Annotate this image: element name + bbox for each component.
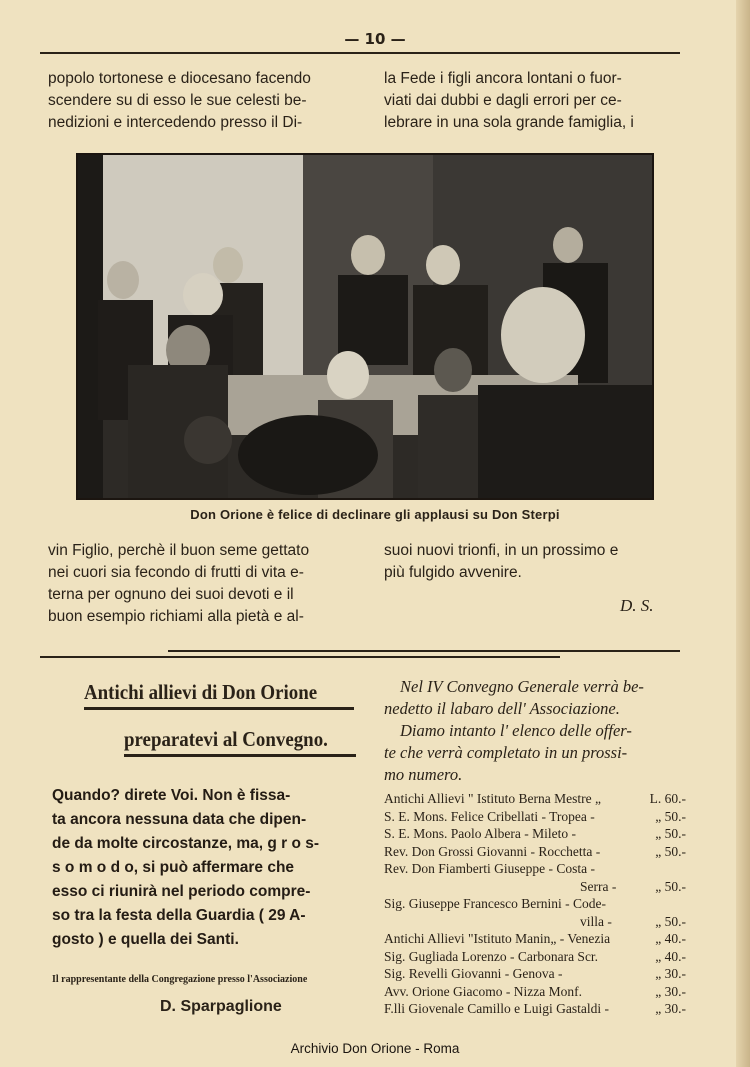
text-line: lebrare in una sola grande famiglia, i [384, 114, 634, 131]
offer-row [384, 913, 686, 931]
text-line: vin Figlio, perchè il buon seme gettato [48, 542, 310, 559]
offer-row [384, 825, 686, 843]
offer-row [384, 878, 686, 896]
mid-right-column [384, 540, 618, 584]
offer-row [384, 790, 686, 808]
notice-title-1: Antichi allievi di Don Orione [84, 680, 318, 704]
photo-illustration [78, 155, 652, 498]
offer-name: Serra - [580, 878, 617, 894]
text-line: suoi nuovi trionfi, in un prossimo e [384, 542, 619, 559]
offer-amount: „ 30.- [655, 1001, 686, 1016]
offers-list [384, 790, 686, 1018]
notice-line: gosto ) e quella dei Santi. [52, 931, 239, 948]
text-line: più fulgido avvenire. [384, 564, 522, 581]
offer-amount: „ 50.- [655, 843, 686, 859]
notice-signer: D. Sparpaglione [160, 998, 282, 1015]
offer-row [384, 895, 686, 913]
notice-line: Quando? direte Voi. Non è fissa- [52, 787, 291, 804]
group-banquet-photo [76, 153, 654, 500]
archive-footer: Archivio Don Orione - Roma [290, 1041, 460, 1056]
offer-amount: L. 60.- [649, 791, 686, 806]
offer-amount: „ 50.- [655, 826, 686, 841]
text-line: nedizioni e intercedendo presso il Di- [48, 114, 303, 131]
intro-line: te che verrà completato in un prossi- [384, 743, 628, 762]
title-underline-1 [84, 707, 354, 710]
offer-amount: „ 50.- [655, 878, 686, 894]
offer-amount: „ 40.- [655, 931, 686, 946]
offer-row [384, 930, 686, 948]
article-signature: D. S. [620, 596, 654, 615]
section-rule-top [168, 650, 680, 652]
offer-name: F.lli Giovenale Camillo e Luigi Gastaldi - [384, 1001, 610, 1016]
intro-line: mo numero. [384, 765, 463, 784]
text-line: la Fede i figli ancora lontani o fuor- [384, 70, 622, 87]
page-number: — 10 — [344, 30, 406, 48]
offer-row [384, 1000, 686, 1018]
mid-left-column [48, 540, 309, 628]
title-underline-2 [124, 754, 356, 757]
offer-row [384, 843, 686, 861]
offer-amount: „ 50.- [655, 913, 686, 929]
offer-name: Rev. Don Fiamberti Giuseppe - Costa - [384, 861, 595, 876]
offers-intro [384, 676, 644, 786]
offer-name: S. E. Mons. Felice Cribellati - Tropea - [384, 808, 595, 824]
notice-title-2: preparatevi al Convegno. [124, 727, 328, 751]
representative-label: Il rappresentante della Congregazione presso l'Associazione [52, 974, 308, 985]
top-left-column [48, 68, 311, 134]
offer-amount: „ 30.- [655, 966, 686, 981]
text-line: scendere su di esso le sue celesti be- [48, 92, 307, 109]
notice-line: s o m o d o, si può affermare che [52, 859, 295, 876]
notice-line: ta ancora nessuna data che dipen- [52, 811, 307, 828]
intro-line: Nel IV Convegno Generale verrà be- [400, 677, 644, 696]
offer-name: Antichi Allievi " Istituto Berna Mestre „ [384, 791, 601, 806]
top-right-column [384, 68, 634, 134]
offer-row [384, 808, 686, 826]
offer-name: Sig. Gugliada Lorenzo - Carbonara Scr. [384, 948, 599, 964]
offer-name: Sig. Giuseppe Francesco Bernini - Code- [384, 896, 606, 911]
offer-name: Rev. Don Grossi Giovanni - Rocchetta - [384, 843, 601, 859]
photo-caption: Don Orione è felice di declinare gli applausi su Don Sterpi [190, 507, 560, 522]
text-line: popolo tortonese e diocesano facendo [48, 70, 311, 87]
offer-name: Avv. Orione Giacomo - Nizza Monf. [384, 983, 582, 999]
offer-name: Sig. Revelli Giovanni - Genova - [384, 966, 563, 981]
offer-name: villa - [580, 913, 612, 929]
intro-line: Diamo intanto l' elenco delle offer- [400, 721, 632, 740]
page-edge [736, 0, 750, 1067]
intro-line: nedetto il labaro dell' Associazione. [384, 699, 620, 718]
section-rule-bottom [40, 656, 560, 658]
offer-amount: „ 50.- [655, 808, 686, 824]
offer-row [384, 983, 686, 1001]
notice-line: esso ci riunirà nel periodo compre- [52, 883, 311, 900]
header-rule [40, 52, 680, 54]
text-line: terna per ognuno dei suoi devoti e il [48, 586, 294, 603]
notice-line: de da molte circostanze, ma, g r o s- [52, 835, 320, 852]
text-line: viati dai dubbi e dagli errori per ce- [384, 92, 622, 109]
offer-row [384, 860, 686, 878]
offer-name: S. E. Mons. Paolo Albera - Mileto - [384, 826, 576, 841]
offer-amount: „ 40.- [655, 948, 686, 964]
text-line: nei cuori sia fecondo di frutti di vita e- [48, 564, 304, 581]
offer-name: Antichi Allievi "Istituto Manin„ - Venezia [384, 931, 611, 946]
offer-row [384, 965, 686, 983]
offer-amount: „ 30.- [655, 983, 686, 999]
notice-body [52, 784, 319, 952]
offer-row [384, 948, 686, 966]
notice-line: so tra la festa della Guardia ( 29 A- [52, 907, 306, 924]
text-line: buon esempio richiami alla pietà e al- [48, 608, 304, 625]
